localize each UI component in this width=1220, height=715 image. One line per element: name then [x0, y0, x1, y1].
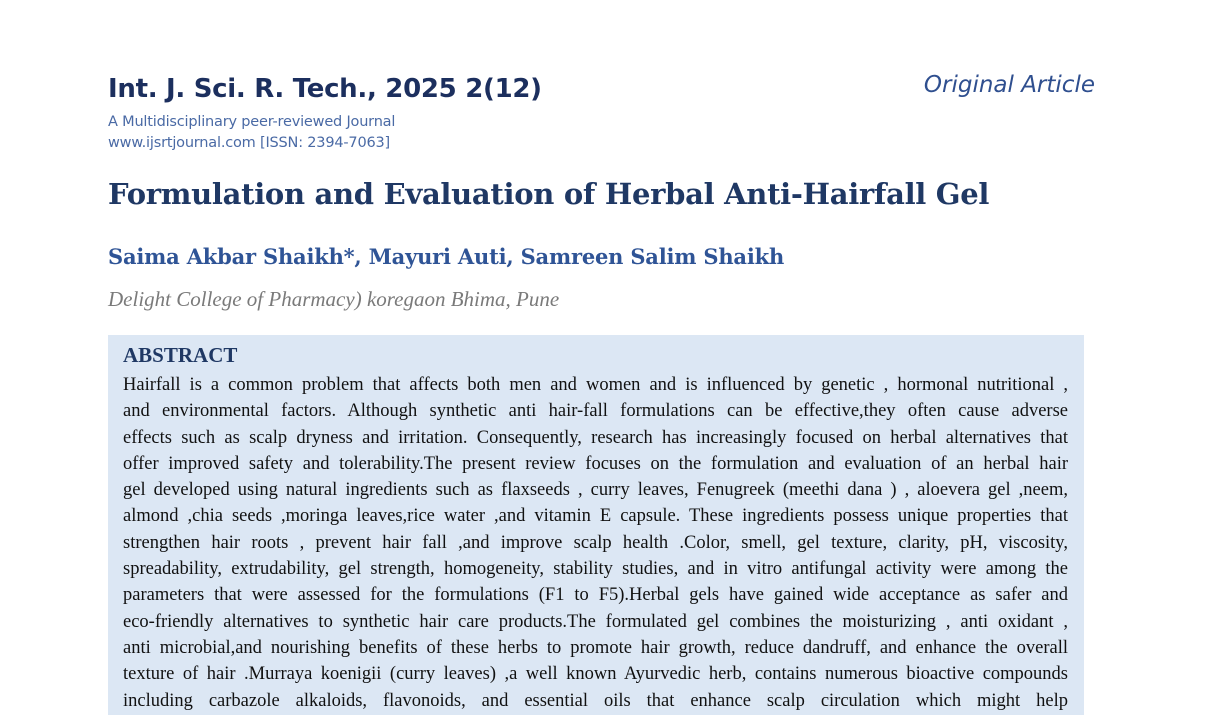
abstract-line: gel developed using natural ingredients such as flaxseeds , curry leaves, Fenugreek (meethi dana ) , aloevera gel ,neem,: [123, 480, 1068, 501]
abstract-line: including carbazole alkaloids, flavonoids, and essential oils that enhance scalp circulation which might help: [123, 690, 1068, 711]
abstract-line: offer improved safety and tolerability.The present review focuses on the formulation and evaluation of an herbal hair: [123, 453, 1068, 474]
article-type-label: Original Article: [923, 72, 1095, 98]
abstract-line: eco-friendly alternatives to synthetic hair care products.The formulated gel combines the moisturizing , anti oxidant ,: [123, 611, 1068, 632]
abstract-line: texture of hair .Murraya koenigii (curry leaves) ,a well known Ayurvedic herb, contains numerous bioactive compounds: [123, 664, 1068, 685]
journal-website-issn[interactable]: www.ijsrtjournal.com [ISSN: 2394-7063]: [108, 135, 390, 151]
author-list: Saima Akbar Shaikh*, Mayuri Auti, Samreen Salim Shaikh: [108, 244, 785, 269]
abstract-section: [108, 335, 1084, 715]
abstract-line: spreadability, extrudability, gel strength, homogeneity, stability studies, and in vitro antifungal activity were among the: [123, 559, 1068, 580]
abstract-line: parameters that were assessed for the formulations (F1 to F5).Herbal gels have gained wide acceptance as safer and: [123, 585, 1068, 606]
abstract-line: almond ,chia seeds ,moringa leaves,rice water ,and vitamin E capsule. These ingredients possess unique properties that: [123, 506, 1068, 527]
abstract-line: and environmental factors. Although synthetic anti hair-fall formulations can be effective,they often cause adverse: [123, 401, 1068, 422]
abstract-line: Hairfall is a common problem that affects both men and women and is influenced by genetic , hormonal nutritional ,: [123, 375, 1068, 395]
abstract-body: [123, 372, 1068, 714]
paper-title: Formulation and Evaluation of Herbal Anti-Hairfall Gel: [108, 177, 990, 211]
abstract-line: strengthen hair roots , prevent hair fall ,and improve scalp health .Color, smell, gel texture, clarity, pH, viscosity,: [123, 532, 1068, 553]
journal-citation: Int. J. Sci. R. Tech., 2025 2(12): [108, 74, 542, 104]
abstract-line: anti microbial,and nourishing benefits of these herbs to promote hair growth, reduce dandruff, and enhance the overall: [123, 637, 1068, 658]
author-affiliation: Delight College of Pharmacy) koregaon Bhima, Pune: [108, 287, 560, 311]
journal-description: A Multidisciplinary peer-reviewed Journal: [108, 114, 396, 130]
abstract-heading: ABSTRACT: [123, 343, 238, 367]
abstract-line: effects such as scalp dryness and irritation. Consequently, research has increasingly focused on herbal alternatives that: [123, 427, 1068, 448]
